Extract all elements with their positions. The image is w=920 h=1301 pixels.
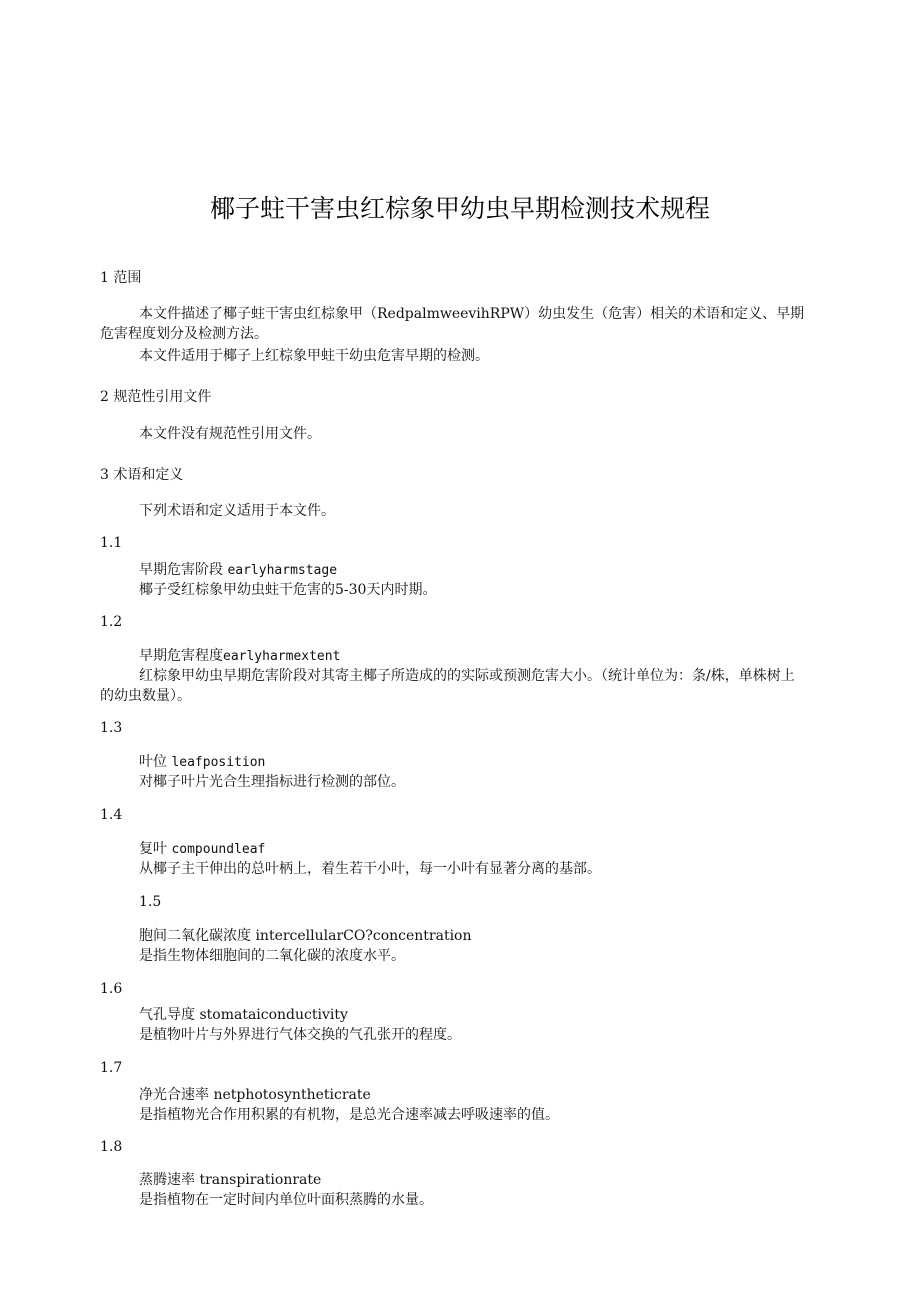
- section-3-heading: 3 术语和定义: [100, 467, 184, 483]
- term-definition: 红棕象甲幼虫早期危害阶段对其寄主椰子所造成的的实际或预测危害大小。（统计单位为：条/株，单株树上的幼虫数量）。: [100, 668, 795, 704]
- section-2-heading: 2 规范性引用文件: [100, 389, 212, 405]
- term-number: 1.5: [139, 894, 162, 910]
- term-definition: 对椰子叶片光合生理指标进行检测的部位。: [139, 774, 405, 790]
- term-cn: 胞间二氧化碳浓度: [139, 928, 251, 944]
- term-number: 1.7: [100, 1060, 123, 1076]
- term-cn: 早期危害阶段: [139, 562, 223, 578]
- term-cn: 复叶: [139, 841, 167, 857]
- term-name: [139, 1005, 348, 1025]
- term-number: 1.3: [100, 720, 123, 736]
- section-1-heading: 1 范围: [100, 270, 142, 286]
- term-name: [139, 560, 337, 581]
- term-number: 1.8: [100, 1139, 123, 1155]
- document-title: 椰子蛀干害虫红棕象甲幼虫早期检测技术规程: [209, 194, 710, 223]
- term-name: [139, 646, 340, 667]
- term-number: 1.2: [100, 614, 123, 630]
- term-en: earlyharmstage: [227, 563, 338, 578]
- term-en: stomataiconductivity: [199, 1007, 348, 1023]
- term-definition: 是植物叶片与外界进行气体交换的气孔张开的程度。: [139, 1027, 461, 1043]
- term-definition: 从椰子主干伸出的总叶柄上，着生若干小叶，每一小叶有显著分离的基部。: [139, 861, 601, 877]
- term-en: earlyharmextent: [223, 649, 341, 664]
- term-name: [139, 1085, 371, 1105]
- section-3-intro: 下列术语和定义适用于本文件。: [139, 503, 335, 519]
- term-name: [139, 1170, 321, 1190]
- term-cn: 早期危害程度: [139, 648, 223, 664]
- section-1-paragraph-2: 本文件适用于椰子上红棕象甲蛀干幼虫危害早期的检测。: [139, 348, 489, 364]
- term-name: [139, 926, 472, 946]
- term-number: 1.4: [100, 807, 123, 823]
- term-en: netphotosyntheticrate: [213, 1087, 371, 1103]
- term-definition: 是指植物在一定时间内单位叶面积蒸腾的水量。: [139, 1192, 433, 1208]
- term-cn: 气孔导度: [139, 1007, 195, 1023]
- term-name: [139, 839, 265, 860]
- term-en: compoundleaf: [171, 842, 266, 857]
- term-cn: 叶位: [139, 754, 167, 770]
- term-cn: 蒸腾速率: [139, 1172, 195, 1188]
- term-number: 1.6: [100, 981, 123, 997]
- term-en: transpirationrate: [199, 1172, 322, 1188]
- term-cn: 净光合速率: [139, 1087, 209, 1103]
- term-name: [139, 752, 265, 773]
- term-definition: 是指生物体细胞间的二氧化碳的浓度水平。: [139, 948, 405, 964]
- term-number: 1.1: [100, 535, 123, 551]
- term-en: intercellularCO?concentration: [255, 928, 472, 944]
- term-en: leafposition: [171, 755, 266, 770]
- term-definition: 是指植物光合作用积累的有机物，是总光合速率减去呼吸速率的值。: [139, 1107, 559, 1123]
- section-1-paragraph-1: 本文件描述了椰子蛀干害虫红棕象甲（RedpalmweevihRPW）幼虫发生（危害）相关的术语和定义、早期危害程度划分及检测方法。: [100, 306, 805, 342]
- section-2-paragraph-1: 本文件没有规范性引用文件。: [139, 426, 321, 442]
- term-definition: 椰子受红棕象甲幼虫蛀干危害的5-30天内时期。: [139, 582, 437, 598]
